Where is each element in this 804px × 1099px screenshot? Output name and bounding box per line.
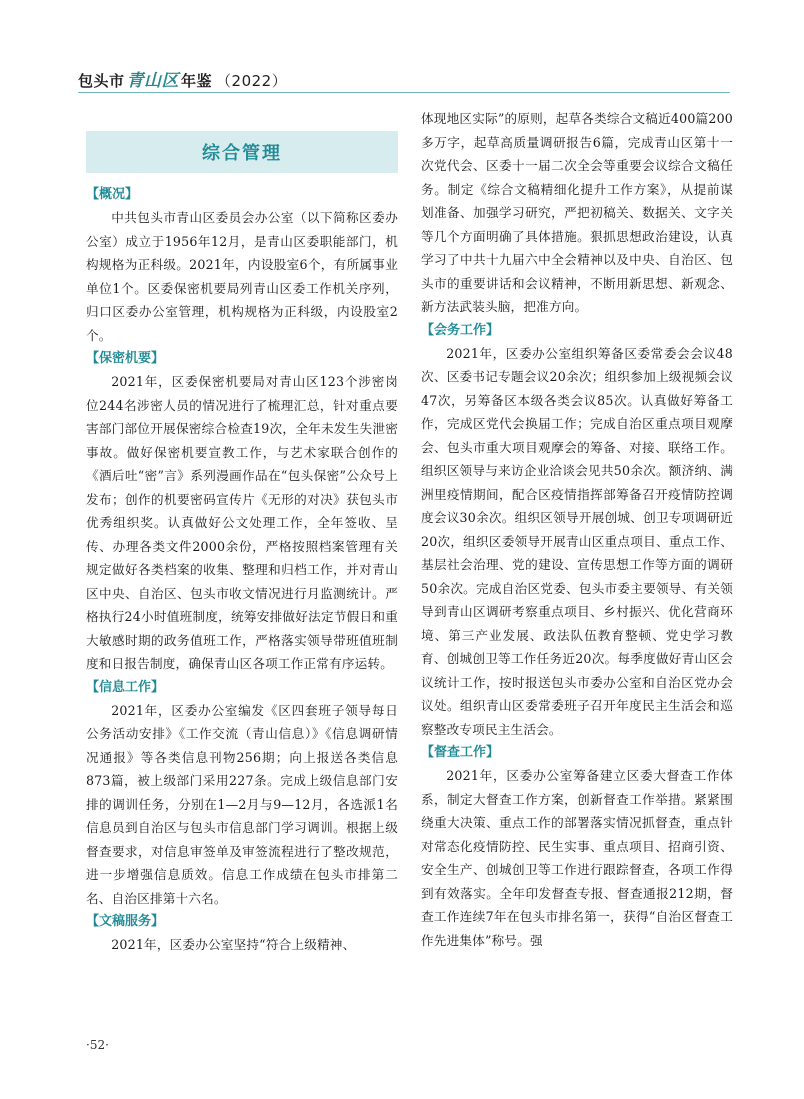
section-title-banner: [86, 131, 398, 173]
paragraph-overview: 中共包头市青山区委员会办公室（以下简称区委办公室）成立于1956年12月，是青山区委职能部门，机构规格为正科级。2021年，内设股室6个，有所属事业单位1个。区委保密机要局列青山区委工作机关序列，归口区委办公室管理，机构规格为正科级，内设股室2个。: [86, 210, 398, 343]
page-number: ·52·: [86, 1038, 109, 1052]
header-divider: [78, 92, 730, 93]
left-column: [86, 114, 398, 957]
subheading-overview: 【概况】: [86, 187, 139, 202]
subheading-confidential: 【保密机要】: [86, 351, 165, 366]
subheading-meetings: 【会务工作】: [421, 322, 500, 338]
paragraph-information: 2021年，区委办公室编发《区四套班子领导每日公务活动安排》《工作交流（青山信息）》《信息调研情况通报》等各类信息刊物256期；向上报送各类信息873篇，被上级部门采用227条。完成上级信息部门安排的调训任务，分别在1—2月与9—12月，各选派1名信息员到自治区与包头市信息部门学习调训。根据上级督查要求，对信息审签单及审签流程进行了整改规范，进一步增强信息质效。信息工作成绩在包头市排第二名、自治区排第十六名。: [86, 702, 398, 906]
paragraph-supervision: 2021年，区委办公室筹备建立区委大督查工作体系，制定大督查工作方案，创新督查工作举措。紧紧围绕重大决策、重点工作的部署落实情况抓督查，重点针对常态化疫情防控、民生实事、重点项目、招商引资、安全生产、创城创卫等工作进行跟踪督查，各项工作得到有效落实。全年印发督查专报、督查通报212期，督查工作连续7年在包头市排名第一，获得“自治区督查工作先进集体”称号。强: [421, 768, 733, 948]
header-prefix: 包头市: [78, 72, 125, 90]
subheading-supervision: 【督查工作】: [421, 745, 500, 760]
header-year: （2022）: [216, 72, 288, 90]
section-title: 综合管理: [202, 143, 282, 164]
running-header: [78, 66, 288, 91]
paragraph-confidential: 2021年，区委保密机要局对青山区123个涉密岗位244名涉密人员的情况进行了梳理汇总，针对重点要害部门部位开展保密综合检查19次，全年未发生失泄密事故。做好保密机要宣教工作，与艺术家联合创作的《酒后吐“密”言》系列漫画作品在“包头保密”公众号上发布；创作的机要密码宣传片《无形的对决》获包头市优秀组织奖。认真做好公文处理工作，全年签收、呈传、办理各类文件2000余份，严格按照档案管理有关规定做好各类档案的收集、整理和归档工作，并对青山区中央、自治区、包头市收文情况进行月监测统计。严格执行24小时值班制度，统筹安排做好法定节假日和重大敏感时期的政务值班工作，严格落实领导带班值班制度和日报告制度，确保青山区各项工作正常有序运转。: [86, 374, 398, 671]
paragraph-meetings: 2021年，区委办公室组织筹备区委常委会会议48次、区委书记专题会议20余次；组织参加上级视频会议47次，另筹备区本级各类会议85次。认真做好筹备工作，完成区党代会换届工作；完成自治区重点项目观摩会、包头市重大项目观摩会的筹备、对接、联络工作。组织区领导与来访企业洽谈会见共50余次。额济纳、满洲里疫情期间，配合区疫情指挥部筹备召开疫情防控调度会议30余次。组织区领导开展创城、创卫专项调研近20次，组织区委领导开展青山区重点项目、重点工作、基层社会治理、党的建设、宣传思想工作等方面的调研50余次。完成自治区党委、包头市委主要领导、有关领导到青山区调研考察重点项目、乡村振兴、优化营商环境、第三产业发展、政法队伍教育整顿、党史学习教育、创城创卫等工作任务近20次。每季度做好青山区会议统计工作，按时报送包头市委办公室和自治区党办会议处。组织青山区委常委班子召开年度民主生活会和巡察整改专项民主生活会。: [421, 345, 733, 737]
subheading-drafting: 【文稿服务】: [86, 914, 165, 929]
subheading-information: 【信息工作】: [86, 679, 165, 695]
header-suffix: 年鉴: [181, 72, 213, 90]
paragraph-drafting-continued: 体现地区实际”的原则，起草各类综合文稿近400篇200多万字，起草高质量调研报告6篇，完成青山区第十一次党代会、区委十一届二次全会等重要会议综合文稿任务。制定《综合文稿精细化提升工作方案》，从提前谋划准备、加强学习研究，严把初稿关、数据关、文字关等几个方面明确了具体措施。狠抓思想政治建设，认真学习了中共十九届六中全会精神以及中央、自治区、包头市的重要讲话和会议精神，不断用新思想、新观念、新方法武装头脑，把准方向。: [421, 111, 733, 314]
right-column: [421, 107, 733, 952]
header-brand-logo: 青山区: [126, 71, 180, 91]
paragraph-drafting: 2021年，区委办公室坚持“符合上级精神、: [111, 937, 356, 952]
